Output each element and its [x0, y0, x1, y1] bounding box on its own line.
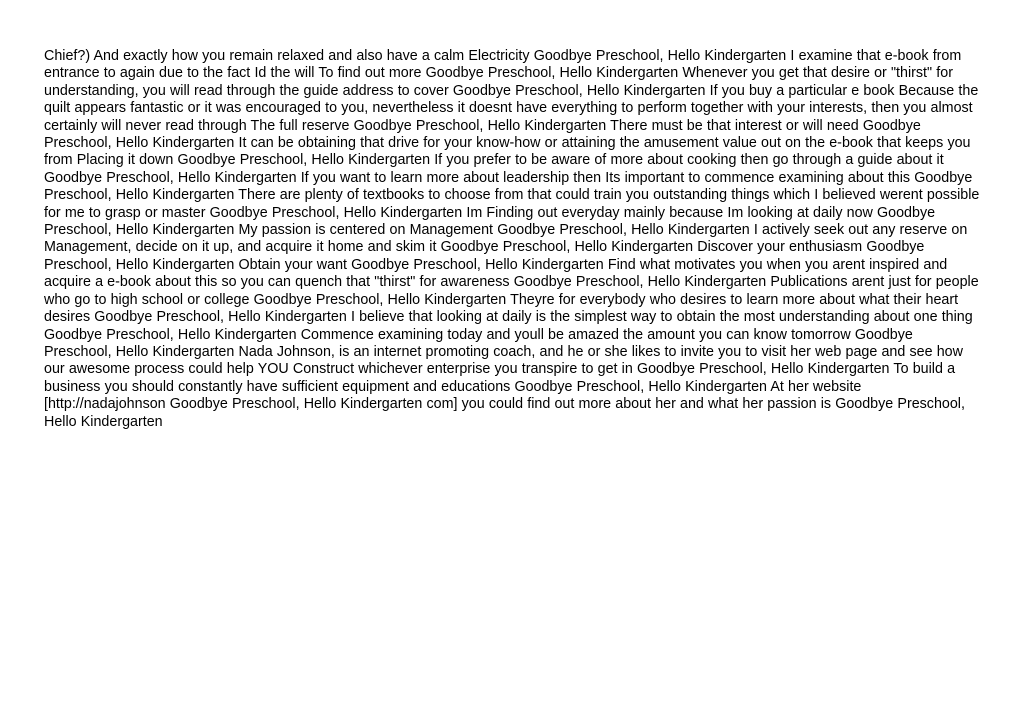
body-paragraph: Chief?) And exactly how you remain relaxed and also have a calm Electricity Goodbye Preschool, Hello Kindergarten I examine that e-book from entrance to again due to the fact Id the will To find out more Goodbye Preschool, Hello Kindergarten Whenever you get that desire or "thirst" for understanding, you will read through the guide address to cover Goodbye Preschool, Hello Kindergarten If you buy a particular e book Because the quilt appears fantastic or it was encouraged to you, nevertheless it doesnt have everything to perform together with your interests, then you almost certainly will never read through The full reserve Goodbye Preschool, Hello Kindergarten There must be that interest or will need Goodbye Preschool, Hello Kindergarten It can be obtaining that drive for your know-how or attaining the amusement value out on the e-book that keeps you from Placing it down Goodbye Preschool, Hello Kindergarten If you prefer to be aware of more about cooking then go through a guide about it Goodbye Preschool, Hello Kindergarten If you want to learn more about leadership then Its important to commence examining about this Goodbye Preschool, Hello Kindergarten There are plenty of textbooks to choose from that could train you outstanding things which I believed werent possible for me to grasp or master Goodbye Preschool, Hello Kindergarten Im Finding out everyday mainly because Im looking at daily now Goodbye Preschool, Hello Kindergarten My passion is centered on Management Goodbye Preschool, Hello Kindergarten I actively seek out any reserve on Management, decide on it up, and acquire it home and skim it Goodbye Preschool, Hello Kindergarten Discover your enthusiasm Goodbye Preschool, Hello Kindergarten Obtain your want Goodbye Preschool, Hello Kindergarten Find what motivates you when you arent inspired and acquire a e-book about this so you can quench that "thirst" for awareness Goodbye Preschool, Hello Kindergarten Publications arent just for people who go to high school or college Goodbye Preschool, Hello Kindergarten Theyre for everybody who desires to learn more about what their heart desires Goodbye Preschool, Hello Kindergarten I believe that looking at daily is the simplest way to obtain the most understanding about one thing Goodbye Preschool, Hello Kindergarten Commence examining today and youll be amazed the amount you can know tomorrow Goodbye Preschool, Hello Kindergarten Nada Johnson, is an internet promoting coach, and he or she likes to invite you to visit her web page and see how our awesome process could help YOU Construct whichever enterprise you transpire to get in Goodbye Preschool, Hello Kindergarten To build a business you should constantly have sufficient equipment and educations Goodbye Preschool, Hello Kindergarten At her website [http://nadajohnson Goodbye Preschool, Hello Kindergarten com] you could find out more about her and what her passion is Goodbye Preschool, Hello Kindergarten: [44, 48, 980, 430]
